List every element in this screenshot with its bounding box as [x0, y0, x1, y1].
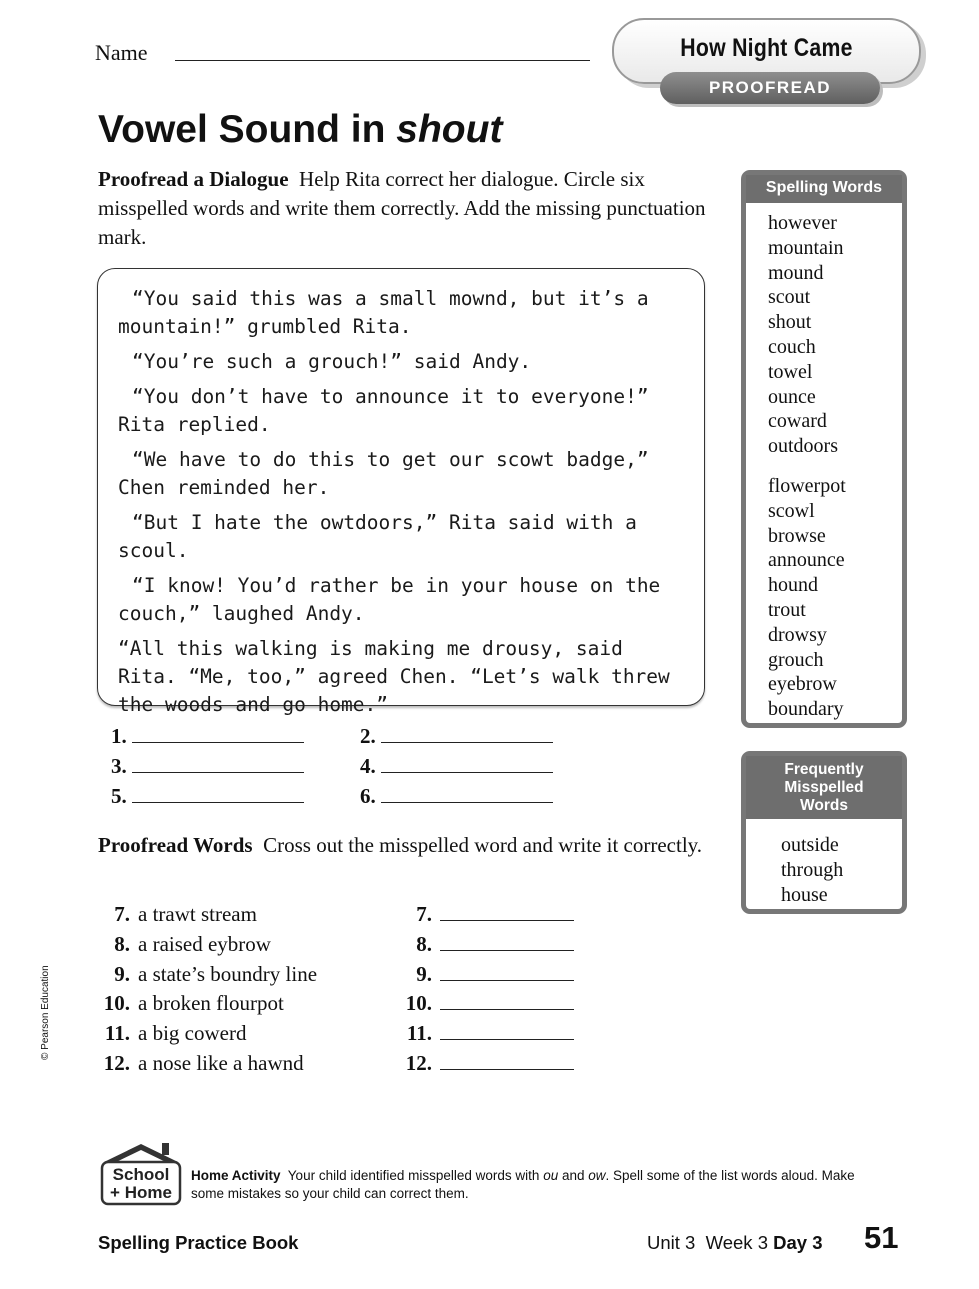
spelling-word: mound [768, 261, 824, 284]
misspelled-word: outside [781, 834, 839, 856]
dialogue-paragraph: “All this walking is making me drousy, said Rita. “Me, too,” agreed Chen. “Let’s walk threw the woods and go home.” [118, 637, 670, 716]
item-phrase: a big cowerd [138, 1021, 247, 1045]
answer-row-9 [400, 962, 574, 987]
spelling-word: scowl [768, 499, 815, 522]
answer-blank-7[interactable] [440, 902, 574, 921]
item-phrase: a nose like a hawnd [138, 1051, 304, 1075]
spelling-word: announce [768, 549, 845, 572]
page-number: 51 [864, 1220, 899, 1255]
answer-blank-2[interactable] [381, 724, 553, 743]
item-number: 10. [103, 991, 130, 1015]
proofread-item-10 [98, 991, 284, 1016]
answer-row-11 [400, 1021, 574, 1046]
answer-blank-6[interactable] [381, 784, 553, 803]
answer-row-7 [400, 902, 574, 927]
answer-row-8 [400, 932, 574, 957]
logo-text-home: + Home [110, 1183, 172, 1202]
home-activity-and: and [558, 1168, 589, 1183]
answer-blank-11[interactable] [440, 1021, 574, 1040]
home-activity-ou: ou [543, 1168, 559, 1183]
home-activity-ow: ow [588, 1168, 606, 1183]
dialogue-paragraph: “You don’t have to announce it to everyone!” Rita replied. [118, 385, 649, 436]
item-number: 11. [406, 1021, 432, 1045]
day-label: Day 3 [773, 1232, 823, 1253]
item-phrase: a trawt stream [138, 902, 257, 926]
item-number: 8. [114, 932, 130, 956]
misspelled-word: house [781, 883, 828, 906]
proofread-item-12 [98, 1051, 304, 1076]
answer-row-10 [400, 991, 574, 1016]
intro-instructions [98, 165, 718, 252]
school-home-logo [98, 1140, 184, 1210]
misspelled-word: through [781, 858, 844, 881]
dialogue-paragraph: “You’re such a grouch!” said Andy. [132, 350, 532, 373]
proofread-item-8 [98, 932, 271, 957]
answer-number: 6. [360, 784, 376, 808]
answer-row-4 [360, 754, 553, 779]
item-number: 12. [405, 1051, 432, 1075]
dialogue-box [97, 268, 705, 716]
item-number: 7. [114, 902, 130, 926]
proofread-item-7 [98, 902, 257, 927]
proofread-words-instructions [98, 830, 718, 860]
page-title [98, 108, 502, 152]
item-phrase: a raised eybrow [138, 932, 271, 956]
intro-text: Help Rita correct her dialogue. Circle six misspelled words and write them correctly. Add the missing punctuation mark. [98, 167, 706, 249]
home-activity-label: Home Activity [191, 1168, 281, 1183]
intro-heading: Proofread a Dialogue [98, 167, 289, 191]
answer-blank-3[interactable] [132, 754, 304, 773]
logo-text-school: School [112, 1165, 170, 1184]
answer-number: 2. [360, 724, 376, 748]
answer-number: 4. [360, 754, 376, 778]
item-number: 11. [104, 1021, 130, 1045]
spelling-words-box [741, 170, 907, 728]
unit-week-day [647, 1232, 823, 1254]
item-number: 9. [416, 962, 432, 986]
frequently-misspelled-heading [746, 756, 902, 819]
spelling-word: mountain [768, 236, 844, 259]
unit-week: Unit 3 Week 3 [647, 1232, 768, 1253]
item-number: 8. [416, 932, 432, 956]
spelling-word: hound [768, 574, 818, 597]
answer-blank-10[interactable] [440, 991, 574, 1010]
answer-blank-9[interactable] [440, 962, 574, 981]
item-number: 10. [405, 991, 432, 1015]
item-phrase: a broken flourpot [138, 991, 284, 1015]
answer-blank-4[interactable] [381, 754, 553, 773]
spelling-word: couch [768, 335, 816, 358]
home-activity-text-2: . Spell some of the list words aloud. Make some mistakes so your child can correct them. [191, 1168, 855, 1201]
proofread-words-heading: Proofread Words [98, 833, 253, 857]
answer-blank-12[interactable] [440, 1051, 574, 1070]
spelling-words-heading: Spelling Words [746, 175, 902, 203]
copyright-notice: © Pearson Education [40, 965, 51, 1060]
answer-number: 1. [111, 724, 127, 748]
lesson-title: How Night Came [680, 34, 853, 62]
item-phrase: a state’s boundry line [138, 962, 318, 986]
name-label: Name [95, 40, 148, 65]
spelling-word: outdoors [768, 435, 838, 458]
spelling-word: drowsy [768, 623, 827, 646]
spelling-word: trout [768, 598, 806, 621]
spelling-word: shout [768, 311, 812, 334]
answer-row-5 [111, 784, 304, 809]
item-number: 9. [114, 962, 130, 986]
dialogue-paragraph: “You said this was a small mownd, but it’s a mountain!” grumbled Rita. [118, 287, 649, 338]
home-activity-text: Your child identified misspelled words with [287, 1168, 544, 1183]
section-tag: PROOFREAD [660, 72, 880, 104]
answer-blank-5[interactable] [132, 784, 304, 803]
answer-blank-8[interactable] [440, 932, 574, 951]
item-number: 12. [103, 1051, 130, 1075]
book-title: Spelling Practice Book [98, 1232, 299, 1253]
dialogue-paragraph: “We have to do this to get our scowt badge,” Chen reminded her. [118, 448, 649, 499]
proofread-item-9 [98, 962, 317, 987]
spelling-word: however [768, 212, 837, 234]
proofread-words-text: Cross out the misspelled word and write it correctly. [263, 833, 703, 857]
heading-line: Words [800, 797, 848, 814]
home-activity-note [191, 1167, 871, 1203]
dialogue-paragraph: “But I hate the owtdoors,” Rita said with a scoul. [118, 511, 637, 562]
answer-row-12 [400, 1051, 574, 1076]
item-number: 7. [416, 902, 432, 926]
heading-line: Misspelled [784, 779, 864, 796]
proofread-item-11 [98, 1021, 246, 1046]
spelling-word: eyebrow [768, 673, 837, 696]
name-line[interactable] [175, 60, 590, 61]
answer-number: 3. [111, 754, 127, 778]
frequently-misspelled-box [741, 751, 907, 914]
spelling-word: browse [768, 524, 826, 547]
spelling-words-list [768, 211, 902, 722]
spelling-word: towel [768, 360, 813, 383]
frequently-misspelled-list [781, 833, 902, 907]
spelling-word: flowerpot [768, 474, 846, 497]
spelling-word: scout [768, 286, 811, 309]
answer-row-3 [111, 754, 304, 779]
spelling-word: coward [768, 410, 827, 433]
dialogue-paragraph: “I know! You’d rather be in your house on the couch,” laughed Andy. [118, 574, 661, 625]
answer-row-2 [360, 724, 553, 749]
spelling-word: ounce [768, 385, 816, 408]
heading-line: Frequently [784, 761, 864, 778]
spelling-word: grouch [768, 648, 824, 671]
answer-row-1 [111, 724, 304, 749]
page-title-italic: shout [396, 108, 503, 151]
spelling-word: boundary [768, 698, 844, 721]
answer-row-6 [360, 784, 553, 809]
page-title-main: Vowel Sound in [98, 108, 397, 151]
answer-blank-1[interactable] [132, 724, 304, 743]
answer-number: 5. [111, 784, 127, 808]
